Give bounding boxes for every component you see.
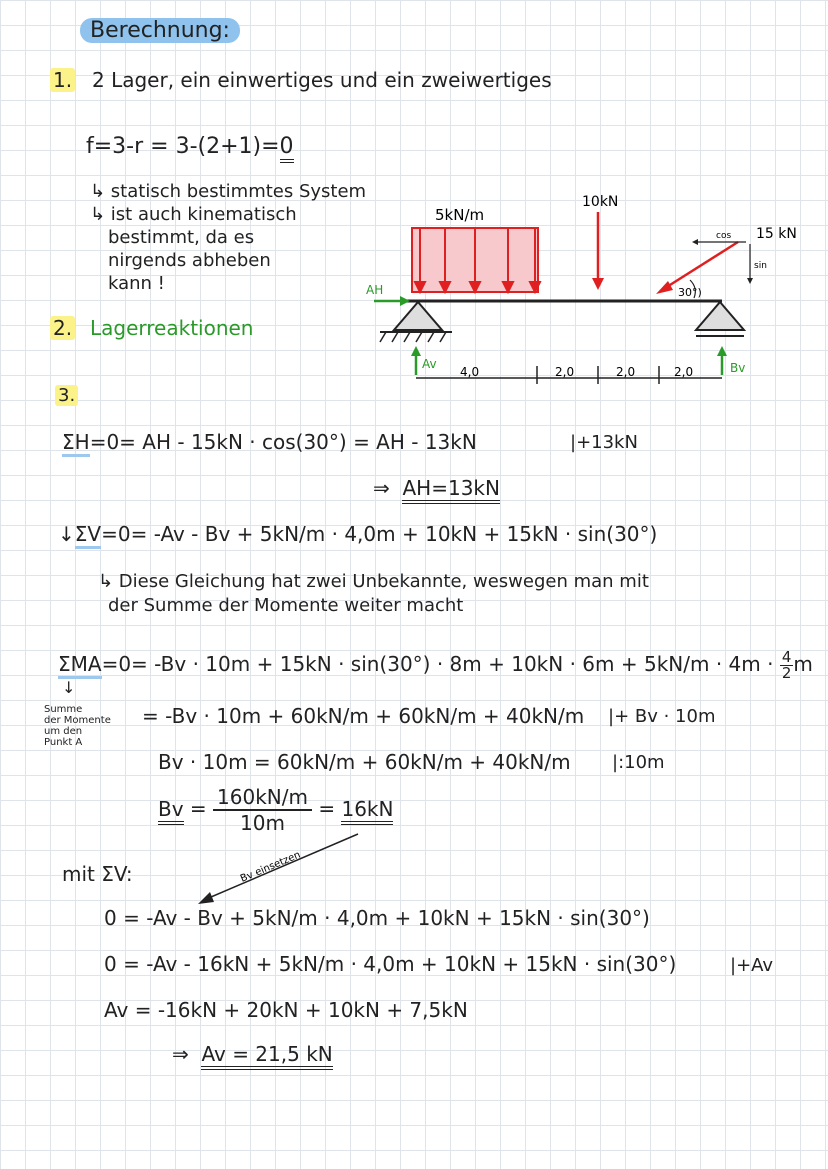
formula-main: f=3-r = 3-(2+1)=: [86, 134, 280, 159]
note-line: nirgends abheben: [108, 250, 271, 271]
final-line-2-op: |+Av: [730, 955, 774, 976]
av-label: Av: [422, 357, 437, 371]
dimension-label: 2,0: [674, 365, 694, 379]
dimension-label: 4,0: [460, 365, 480, 379]
step-2-number: 2.: [50, 316, 75, 340]
side-note-line: der Momente: [44, 715, 111, 726]
equation-sum-v: [58, 522, 657, 546]
note-line: bestimmt, da es: [108, 227, 255, 248]
equation-operation: |+13kN: [570, 432, 638, 453]
side-note-line: um den: [44, 726, 83, 737]
ah-reaction-arrowhead: [400, 296, 410, 306]
step-1-text: 2 Lager, ein einwertiges und ein zweiwertiges: [92, 68, 552, 92]
final-line-1: 0 = -Av - Bv + 5kN/m · 4,0m + 10kN + 15kN · sin(30°): [104, 906, 650, 930]
sum-v-note: [98, 570, 649, 618]
note-line: ↳ statisch bestimmtes System: [90, 181, 367, 202]
point-load-label: 10kN: [582, 194, 619, 210]
distributed-load-label: 5kN/m: [435, 206, 485, 224]
equation-sum-moments: [58, 650, 813, 681]
page-heading: [80, 18, 240, 43]
side-note: [44, 704, 111, 748]
ah-result: AH=13kN: [402, 476, 499, 504]
sigma-h: ΣH: [62, 430, 90, 457]
final-line-3: Av = -16kN + 20kN + 10kN + 7,5kN: [104, 998, 468, 1022]
equation-line: =0= AH - 15kN · cos(30°) = AH - 13kN: [89, 430, 477, 454]
fraction-numerator: 4: [781, 648, 792, 666]
equation-line: =0= -Av - Bv + 5kN/m · 4,0m + 10kN + 15kN · sin(30°): [101, 522, 658, 546]
side-note-line: Summe: [44, 704, 83, 715]
note-line: der Summe der Momente weiter macht: [108, 595, 464, 616]
equation-line: =0= -Bv · 10m + 15kN · sin(30°) · 8m + 10kN · 6m + 5kN/m · 4m ·: [101, 652, 774, 676]
ah-result-row: [373, 476, 500, 500]
side-note-line: Punkt A: [44, 737, 83, 748]
heading-text: Berechnung:: [80, 18, 240, 43]
left-support-hatch: [380, 332, 446, 342]
equals-sign: =: [318, 796, 336, 821]
bv-reaction-arrowhead: [717, 346, 727, 356]
fraction-denominator: 10m: [240, 811, 285, 835]
angled-load-arrow: [662, 242, 738, 290]
bv-result-row: [158, 785, 393, 835]
bv-label: Bv: [730, 361, 746, 375]
moment-line-3-op: |:10m: [612, 752, 665, 773]
right-support: [696, 302, 744, 330]
note-line: ↳ ist auch kinematisch: [90, 204, 297, 225]
sin-label: sin: [754, 261, 767, 271]
dimension-label: 2,0: [616, 365, 636, 379]
formula-result: 0: [280, 134, 294, 163]
angle-label: 30°): [678, 286, 702, 299]
sigma-ma: ΣMA: [58, 652, 102, 679]
down-arrow: ↓: [58, 522, 75, 546]
step-3-number: 3.: [55, 385, 78, 406]
fraction-numerator: 160kN/m: [213, 785, 312, 811]
point-load-arrowhead: [592, 278, 604, 290]
step-1-formula: [86, 134, 294, 159]
insert-note: Bv einsetzen: [238, 849, 303, 885]
fraction-denominator: 2: [781, 664, 792, 682]
angled-load-arrowhead: [656, 281, 673, 294]
step-1-note: [90, 180, 366, 295]
equation-sum-h: [62, 430, 477, 454]
lever-fraction: [780, 650, 794, 681]
fraction-unit: m: [793, 652, 813, 676]
cos-component-arrowhead: [692, 239, 698, 245]
bv-result: 16kN: [341, 797, 393, 825]
side-note-arrow: ↓: [62, 678, 76, 697]
moment-line-2: = -Bv · 10m + 60kN/m + 60kN/m + 40kN/m: [142, 704, 585, 728]
insert-arrow-head: [198, 892, 214, 904]
note-line: ↳ Diese Gleichung hat zwei Unbekannte, weswegen man mit: [98, 571, 649, 592]
av-result-row: [172, 1042, 333, 1066]
step-1-number: 1.: [50, 68, 75, 92]
moment-line-3: Bv · 10m = 60kN/m + 60kN/m + 40kN/m: [158, 750, 571, 774]
cos-label: cos: [716, 231, 732, 241]
ah-label: AH: [366, 283, 384, 297]
implies-arrow: ⇒: [373, 476, 390, 500]
bv-symbol: Bv: [158, 797, 184, 825]
angled-load-label: 15 kN: [756, 226, 797, 242]
dimension-label: 2,0: [555, 365, 575, 379]
left-support: [394, 302, 442, 330]
final-line-2: 0 = -Av - 16kN + 5kN/m · 4,0m + 10kN + 15kN · sin(30°): [104, 952, 677, 976]
av-reaction-arrowhead: [411, 346, 421, 356]
bv-fraction: [213, 785, 312, 835]
insert-arrow: [190, 830, 370, 910]
moment-line-2-op: |+ Bv · 10m: [608, 706, 716, 727]
sigma-v: ΣV: [75, 522, 101, 549]
beam-diagram: [360, 180, 820, 395]
final-intro: mit ΣV:: [62, 862, 133, 886]
sin-component-arrowhead: [747, 278, 753, 284]
av-result: Av = 21,5 kN: [201, 1042, 332, 1070]
note-line: kann !: [108, 273, 165, 294]
equals-sign: =: [189, 796, 207, 821]
implies-arrow: ⇒: [172, 1042, 189, 1066]
step-2-text: Lagerreaktionen: [90, 316, 254, 340]
